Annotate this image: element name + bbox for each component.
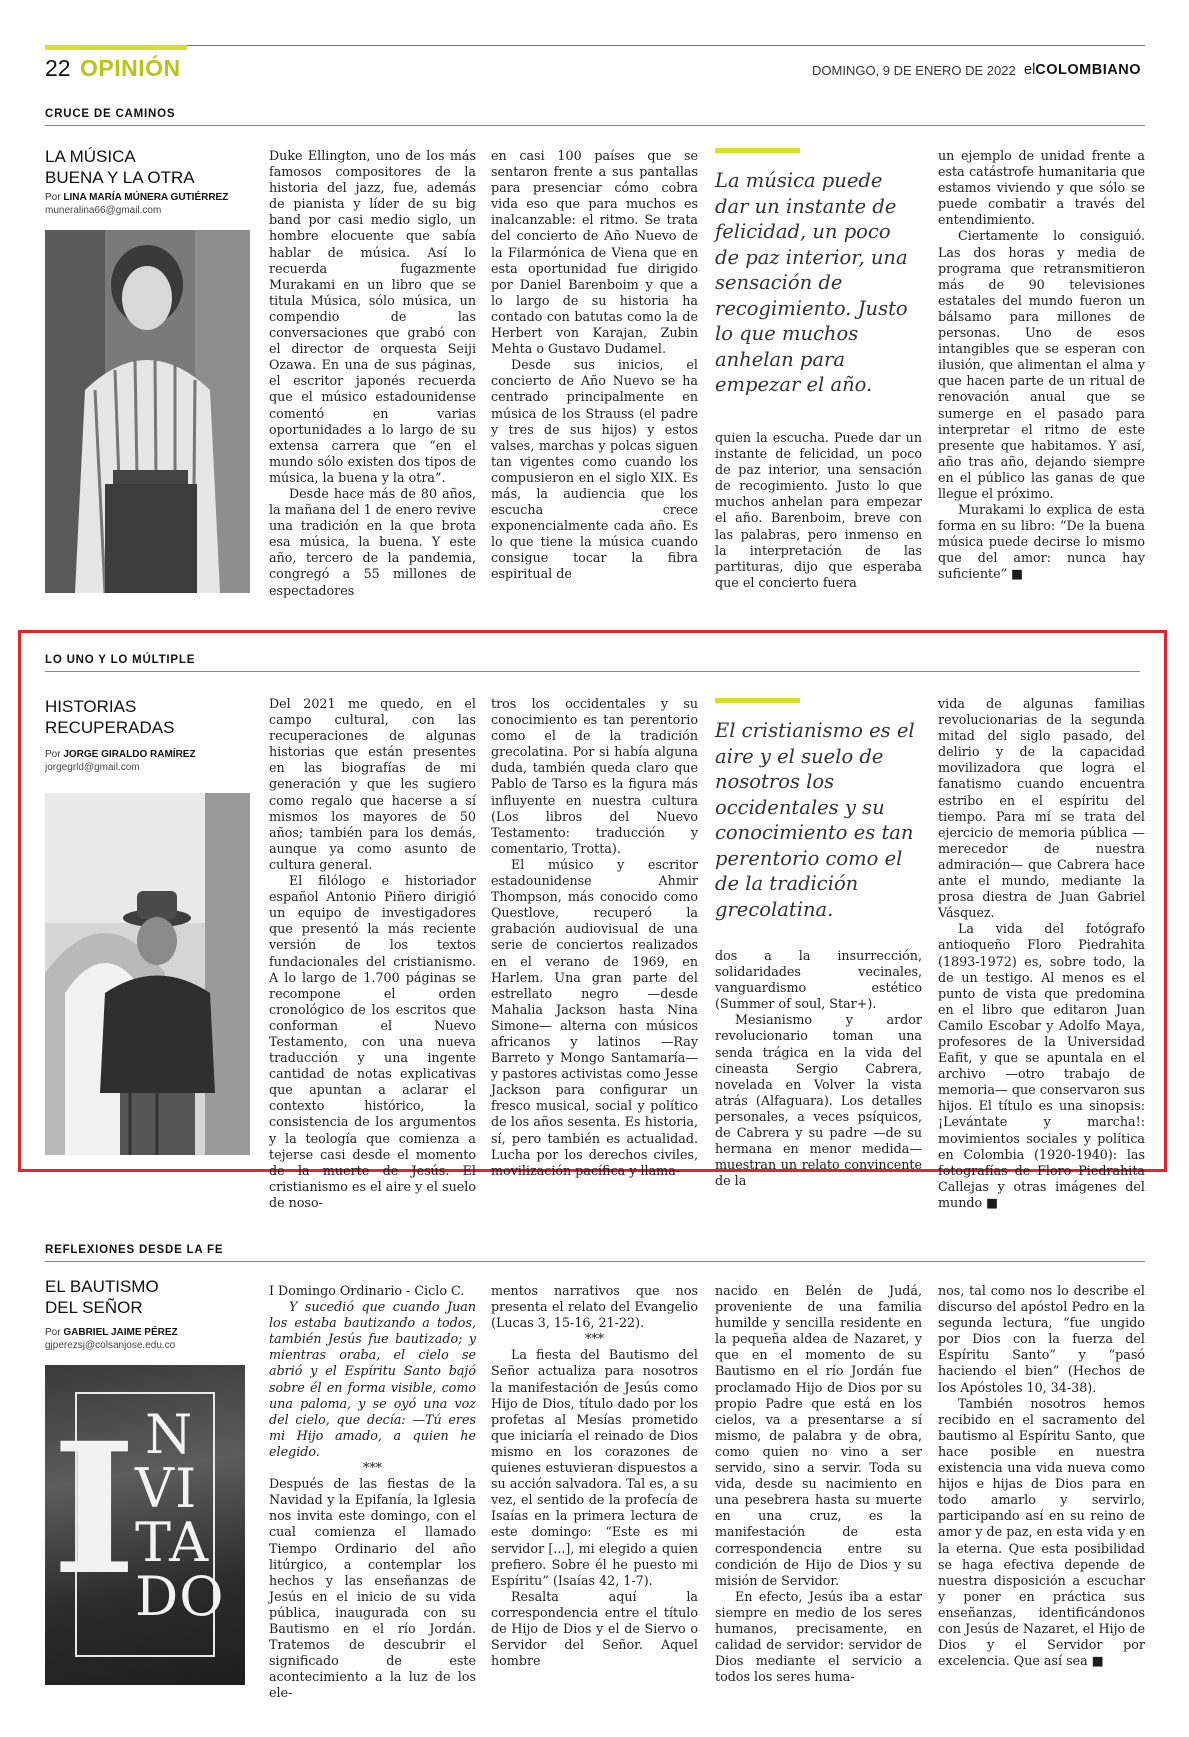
article3-kicker: REFLEXIONES DESDE LA FE [45, 1244, 224, 1256]
article3-column-2 [491, 1283, 698, 1698]
article2-quote-bar [715, 698, 800, 703]
invitado-line-1: N [145, 1403, 194, 1466]
article1-column-3 [715, 430, 922, 594]
article1-column-1 [269, 148, 476, 598]
article3-col2-separator: *** [584, 1331, 605, 1347]
article2-title [45, 696, 235, 738]
article3-title-line2: DEL SEÑOR [45, 1298, 143, 1317]
article3-column-4 [938, 1283, 1145, 1698]
article1-pull-quote: La música puede dar un instante de felicidad, un poco de paz interior, una sensación de recogimiento. Justo lo que muchos anhelan para empezar el año. [715, 169, 908, 396]
invitado-line-4: DO [135, 1565, 225, 1628]
article2-pull-quote: El cristianismo es el aire y el suelo de nosotros los occidentales y su conocimiento es tan perentorio como el de la tradición grecolatina. [715, 719, 915, 921]
article2-col3-p1: dos a la insurrección, solidaridades vecinales, vanguardismo estético (Summer of soul, Star+). [715, 948, 922, 1012]
article3-column-3 [715, 1283, 922, 1698]
article2-col1-p1: Del 2021 me quedo, en el campo cultural, con las recuperaciones de algunas historias que están presentes en las biografías de mi generación y que les sugiero como regalo que hacerse a sí mismos los mayores de 50 años; también para los demás, aunque ya como asunto de cultura general. [269, 696, 476, 872]
newspaper-brand [1024, 62, 1141, 78]
article1-byline [45, 192, 228, 203]
article2-col3-p2: Mesianismo y ardor revolucionario toman una senda trágica en la vida del cineasta Sergio Cabrera, novelada en Volver la vista atrás (Alfaguara). Los detalles personales, a veces psíquicos, de Cabrera y su padre —de su hermana en menor medida— muestran un relato convincente de la [715, 1012, 922, 1189]
article2-kicker: LO UNO Y LO MÚLTIPLE [45, 654, 196, 666]
article1-col1-p1: Duke Ellington, uno de los más famosos compositores de la historia del jazz, fue, además de pianista y líder de su big band por casi medio siglo, un hombre elocuente que sabía hablar de música. Así lo recuerda fugazmente Murakami en un libro que se titula Música, sólo música, un compendio de las conversaciones que grabó con el director de orquesta Seiji Ozawa. En una de sus páginas, el escritor japonés recuerda que el músico estadounidense comentó en varias oportunidades a lo largo de su extensa carrera que “en el mundo sólo existen dos tipos de música, la buena y la otra”. [269, 148, 476, 485]
article1-title [45, 146, 235, 188]
article1-col1-p2: Desde hace más de 80 años, la mañana del 1 de enero revive una tradición en la que brota esa música, la buena. Y este año, tercero de la pandemia, congregó a 55 millones de espectadores [269, 485, 476, 598]
article2-byline [45, 749, 196, 760]
portrait-man-hat-illustration [45, 793, 250, 1155]
article3-col4-p1: nos, tal como nos lo describe el discurso del apóstol Pedro en la segunda lectura, “fue ungido por Dios con la fuerza del Espíritu Santo” y “pasó haciendo el bien” (Hechos de los Apóstoles 10, 34-38). [938, 1283, 1145, 1395]
article1-col4-p2: Ciertamente lo consiguió. Las dos horas y media de programa que retransmitieron más de 90 televisiones estatales del mundo fueron un bálsamo para millones de personas. Uno de esos intangibles que se esperan con ilusión, que alimentan el alma y que hacen parte de un ritual de renovación anual que se sumerge en el pasado para interpretar el ritmo de este presente que habitamos. Y así, año tras año, dejando siempre en el público las ganas de que llegue el próximo. [938, 228, 1145, 501]
article1-col2-p2: Desde sus inicios, el concierto de Año Nuevo se ha centrado principalmente en música de los Strauss (el padre y tres de sus hijos) y estos valses, marchas y polcas siguen tan vigentes como cuando los compusieron en el siglo XIX. Es más, la audiencia que los escucha crece exponencialmente cada año. Es lo que tiene la música cuando consigue tocar la fibra espiritual de [491, 357, 698, 582]
invitado-line-2: VI [135, 1457, 198, 1520]
article3-col2-p2: Resalta aquí la correspondencia entre el título de Hijo de Dios y el de Siervo o Servidor del Señor. Aquel hombre [491, 1588, 698, 1669]
article2-by-prefix: Por [45, 749, 61, 760]
article3-column-1 [269, 1283, 476, 1701]
issue-date: DOMINGO, 9 DE ENERO DE 2022 [812, 63, 1016, 78]
page-number: 22 [45, 55, 71, 81]
article3-by-prefix: Por [45, 1327, 61, 1338]
article1-title-line1: LA MÚSICA [45, 147, 136, 166]
article3-title [45, 1276, 235, 1318]
article3-email: gjperezsj@colsanjose.edu.co [45, 1340, 176, 1351]
article3-col1-separator: *** [362, 1460, 383, 1476]
article1-rule [45, 125, 1145, 126]
section-accent-bar [45, 45, 187, 50]
article1-column-2 [491, 148, 698, 594]
article3-col1-lead: I Domingo Ordinario - Ciclo C. [269, 1283, 465, 1298]
article2-col4-p2: La vida del fotógrafo antioqueño Floro Piedrahita (1893-1972) es, sobre todo, la de un testigo. Al menos es el punto de vista que predomina en el libro que editaron Juan Camilo Escobar y Adolfo Maya, profesores de la Universidad Eafit, y que se apuntala en el archivo —otro trabajo de memoria— que conservaron sus hijos. El título es una sinopsis: ¡Levántate y marcha!: movimientos sociales y política en Colombia (1920-1940): las fotografías de Floro Piedrahita Callejas y otras imágenes del mundo ■ [938, 921, 1145, 1210]
article2-col4-p1: vida de algunas familias revolucionarias de la segunda mitad del siglo pasado, del delirio y de la capacidad movilizadora que logra el fanatismo cuando encuentra estribo en el espíritu del tiempo. Para mí se trata del ejercicio de memoria pública —merecedor de nuestra admiración— que Cabrera hace ante el mundo, mediante la prosa diestra de Juan Gabriel Vásquez. [938, 696, 1145, 921]
article2-title-line2: RECUPERADAS [45, 718, 175, 737]
invitado-line-3: TA [135, 1511, 210, 1574]
article1-quote-bar [715, 148, 800, 153]
section-title: OPINIÓN [80, 55, 181, 81]
portrait-woman-illustration [45, 230, 250, 593]
article3-col2-lead: mentos narrativos que nos presenta el relato del Evangelio (Lucas 3, 15-16, 21-22). [491, 1283, 698, 1331]
article1-col3-p1: quien la escucha. Puede dar un instante de felicidad, un poco de paz interior, una sensación de recogimiento. Justo lo que muchos anhelan para empezar el año. Barenboim, breve con las palabras, pero inmenso en la interpretación de las partituras, dijo que esperaba que el concierto fuera [715, 430, 922, 590]
brand-prefix: el [1024, 62, 1036, 78]
article3-col1-p1: Después de las fiestas de la Navidad y la Epifanía, la Iglesia nos invita este domingo, con el cual comienza el llamado Tiempo Ordinario del año litúrgico, a contemplar los hechos y las enseñanzas de Jesús en el inicio de su vida pública, inaugurada con su Bautismo en el río Jordán. Tratemos de descubrir el significado de este acontecimiento a la luz de los ele- [269, 1476, 476, 1701]
header-rule [45, 45, 1145, 46]
article3-col3-p1: nacido en Belén de Judá, proveniente de una familia humilde y sencilla residente en la pequeña aldea de Nazaret, y que en el momento de su Bautismo en el río Jordán fue proclamado Hijo de Dios por su propio Padre que está en los cielos, va a presentarse a sí mismo, de palabra y de obra, como quien no vino a ser servido, sino a servir. Toda su vida, desde su nacimiento en una pesebrera hasta su muerte en una cruz, es la manifestación de esta correspondencia entre su condición de Hijo de Dios y su misión de Servidor. [715, 1283, 922, 1588]
article1-kicker: CRUCE DE CAMINOS [45, 108, 176, 120]
article2-title-line1: HISTORIAS [45, 697, 137, 716]
article2-col2-p1: tros los occidentales y su conocimiento es tan perentorio como el de la tradición grecolatina. Por si había alguna duda, también queda claro que Pablo de Tarso es la figura más influyente en nuestra cultura (Los libros del Nuevo Testamento: traducción y comentario, Trotta). [491, 696, 698, 856]
article1-email: muneralina66@gmail.com [45, 205, 162, 216]
article3-col2-p1: La fiesta del Bautismo del Señor actualiza para nosotros la manifestación de Jesús como Hijo de Dios, título dado por los profetas al Mesías prometido que iniciaría el reinado de Dios mismo en los corazones de quienes estuvieran dispuestos a su acción salvadora. Tal es, a su vez, el sentido de la profecía de Isaías en la primera lectura de este domingo: “Este es mi servidor [...], mi elegido a quien prefiero. Sobre él he puesto mi Espíritu” (Isaías 42, 1-7). [491, 1347, 698, 1588]
article2-col1-p2: El filólogo e historiador español Antonio Piñero dirigió un equipo de investigadores que presentó la más reciente versión de los textos fundacionales del cristianismo. A lo largo de 1.700 páginas se recompone el orden cronológico de los escritos que conforman el Nuevo Testamento, con una nueva traducción y una ingente cantidad de notas explicativas que apuntan a aclarar el contexto histórico, la consistencia de los argumentos y la teología que comienza a tejerse casi desde el momento de la muerte de Jesús. El cristianismo es el aire y el suelo de noso- [269, 873, 476, 1210]
article2-rule [45, 671, 1140, 672]
brand-name: COLOMBIANO [1035, 62, 1141, 78]
article2-column-4 [938, 696, 1145, 1210]
article2-column-1 [269, 696, 476, 1210]
article2-email: jorgegrld@gmail.com [45, 762, 140, 773]
article3-rule [45, 1261, 1145, 1262]
article1-by-prefix: Por [45, 192, 61, 203]
article2-author: JORGE GIRALDO RAMÍREZ [63, 749, 196, 760]
article2-column-3 [715, 948, 922, 1189]
article1-column-4 [938, 148, 1145, 594]
article2-col2-p2: El músico y escritor estadounidense Ahmir Thompson, más conocido como Questlove, recuperó la grabación audiovisual de una serie de conciertos realizados en el verano de 1969, en Harlem. Una gran parte del estrellato negro —desde Mahalia Jackson hasta Nina Simone— alterna con músicos africanos y latinos —Ray Barreto y Mongo Santamaría— y pastores activistas como Jesse Jackson para configurar un fresco musical, social y político de los años sesenta. Es historia, sí, pero también es actualidad. Lucha por los derechos civiles, movilización pacífica y llama- [491, 856, 698, 1178]
article2-column-2 [491, 696, 698, 1178]
invitado-big-letter: I [52, 1404, 137, 1615]
article3-col1-gospel: Y sucedió que cuando Juan los estaba bautizando a todos, también Jesús fue bautizado; y mientras oraba, el cielo se abrió y el Espíritu Santo bajó sobre él en forma visible, como una paloma, y se oyó una voz del cielo, que decía: —Tú eres mi Hijo amado, a quien he elegido. [269, 1299, 476, 1459]
article3-title-line1: EL BAUTISMO [45, 1277, 159, 1296]
article1-author: LINA MARÍA MÚNERA GUTIÉRREZ [63, 192, 229, 203]
article3-author: GABRIEL JAIME PÉREZ [63, 1327, 178, 1338]
article3-col3-p2: En efecto, Jesús iba a estar siempre en medio de los seres humanos, precisamente, en calidad de servidor: servidor de Dios mediante el servicio a todos los seres huma- [715, 1588, 922, 1685]
article3-byline [45, 1327, 178, 1338]
article1-col4-p3: Murakami lo explica de esta forma en su libro: “De la buena música puede decirse lo mismo que del amor: nunca hay suficiente” ■ [938, 502, 1145, 582]
article1-col4-p1: un ejemplo de unidad frente a esta catástrofe humanitaria que estamos viviendo y que sólo se puede combatir a través del entendimiento. [938, 148, 1145, 228]
article1-col2-p1: en casi 100 países que se sentaron frente a sus pantallas para presenciar cómo cobra vida eso que para muchos es inalcanzable: el ritmo. Se trata del concierto de Año Nuevo de la Filarmónica de Viena que en esta oportunidad fue dirigido por Daniel Barenboim y que a lo largo de su historia ha contado con batutas como la de Herbert von Karajan, Zubin Mehta o Gustavo Dudamel. [491, 148, 698, 357]
article1-title-line2: BUENA Y LA OTRA [45, 168, 195, 187]
article3-col4-p2: También nosotros hemos recibido en el sacramento del bautismo al Espíritu Santo, que hace posible en nuestra existencia una vida nueva como hijos e hijas de Dios para en todo amarlo y servirlo, participando así en su reino de amor y de paz, en esta vida y en la eterna. Que esta posibilidad se haga efectiva depende de nuestra disposición a escuchar y poner en práctica sus enseñanzas, identificándonos con Jesús de Nazaret, el Hijo de Dios y el Servidor por excelencia. Que así sea ■ [938, 1395, 1145, 1669]
article2-author-photo [45, 793, 250, 1155]
article1-author-photo [45, 230, 250, 593]
